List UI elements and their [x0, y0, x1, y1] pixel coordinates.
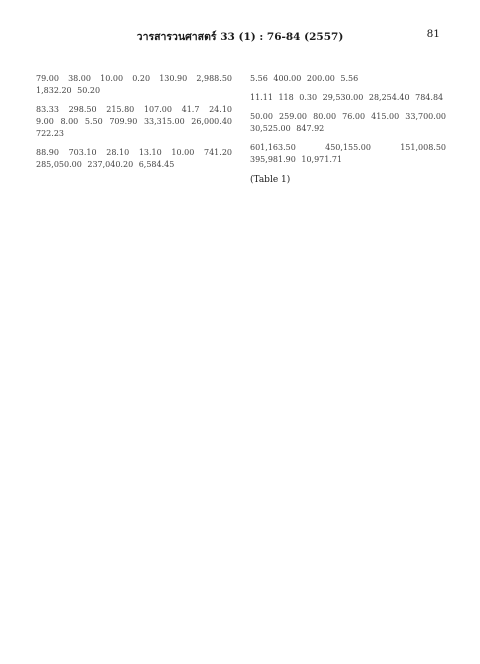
paragraph-figures: 83.33 298.50 215.80 107.00 41.7 24.10 9.00 8.00 5.50 709.90 33,315.00 26,000.40 722.23 — [36, 105, 232, 138]
paragraph-figures: 79.00 38.00 10.00 0.20 130.90 2,988.50 1,832.20 50.20 — [36, 74, 232, 95]
page-number: 81 — [426, 28, 440, 40]
paragraph-figures: 88.90 703.10 28.10 13.10 10.00 741.20 285,050.00 237,040.20 6,584.45 — [36, 148, 232, 169]
paragraph-figures: 11.11 118 0.30 29,530.00 28,254.40 784.84 — [250, 93, 444, 102]
table-reference: (Table 1) — [250, 175, 291, 185]
paragraph-figures: 5.56 400.00 200.00 5.56 — [250, 74, 359, 83]
right-text-column — [250, 66, 446, 626]
journal-citation: วารสารวนศาสตร์ 33 (1) : 76-84 (2557) — [136, 31, 344, 43]
running-header — [40, 28, 440, 44]
paragraph-figures: 601,163.50 450,155.00 151,008.50 395,981.90 10,971.71 — [250, 143, 446, 164]
left-text-column — [36, 66, 232, 626]
paragraph-figures: 50.00 259.00 80.00 76.00 415.00 33,700.00 30,525.00 847.92 — [250, 112, 446, 133]
